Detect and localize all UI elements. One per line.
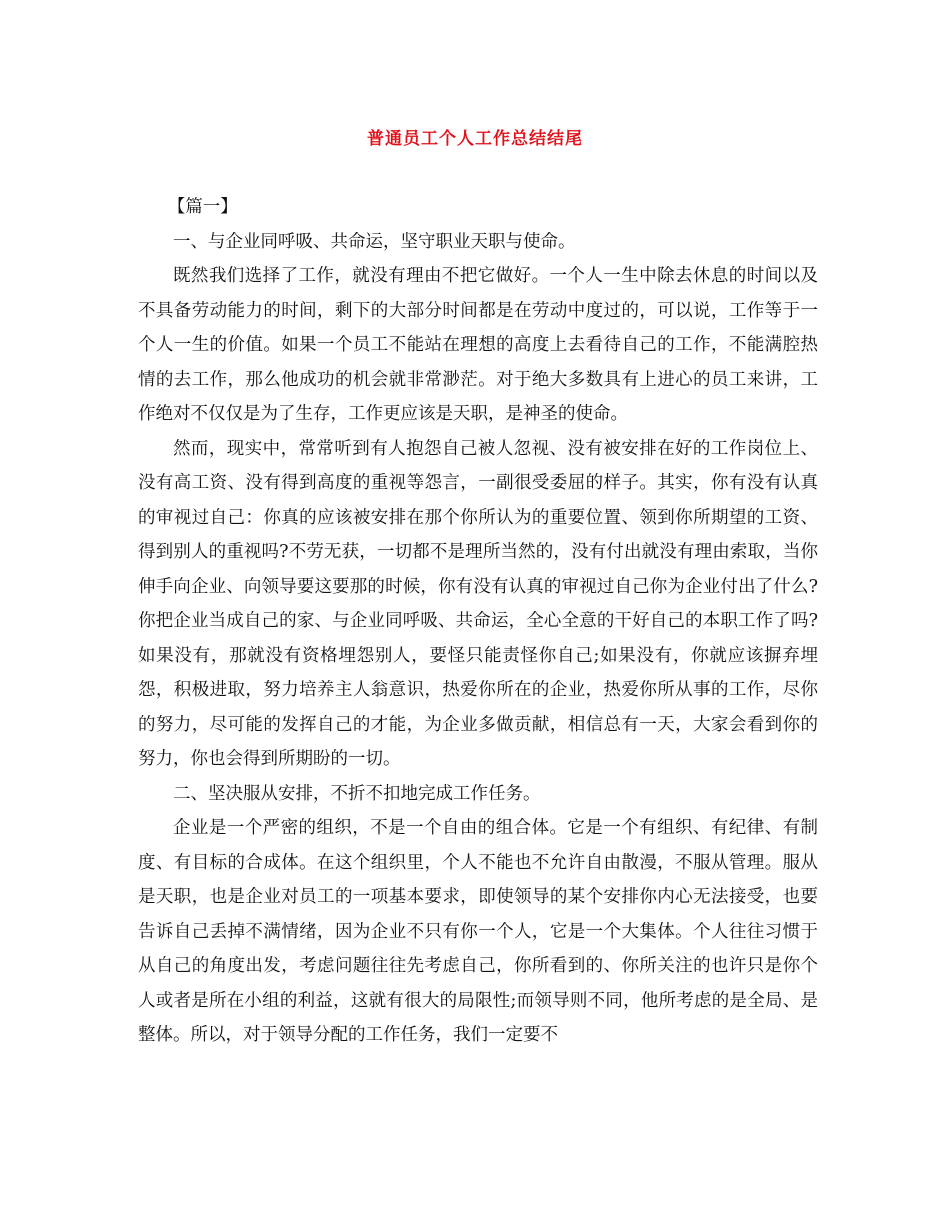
- section-heading-part-one: 【篇一】: [167, 197, 238, 217]
- body-paragraph-1: 既然我们选择了工作，就没有理由不把它做好。一个人一生中除去休息的时间以及不具备劳动能力的时间，剩下的大部分时间都是在劳动中度过的，可以说，工作等于一个人一生的价值。如果一个员工不能站在理想的高度上去看待自己的工作，不能满腔热情的去工作，那么他成功的机会就非常渺茫。对于绝大多数具有上进心的员工来讲，工作绝对不仅仅是为了生存，工作更应该是天职，是神圣的使命。: [138, 266, 818, 424]
- heading-two: 二、坚决服从安排，不折不扣地完成工作任务。: [173, 783, 541, 804]
- body-paragraph-3: 企业是一个严密的组织，不是一个自由的组合体。它是一个有组织、有纪律、有制度、有目标的合成体。在这个组织里，个人不能也不允许自由散漫，不服从管理。服从是天职，也是企业对员工的一项基本要求，即使领导的某个安排你内心无法接受，也要告诉自己丢掉不满情绪，因为企业不只有你一个人，它是一个大集体。个人往往习惯于从自己的角度出发，考虑问题往往先考虑自己，你所看到的、你所关注的也许只是你个人或者是所在小组的利益，这就有很大的局限性;而领导则不同，他所考虑的是全局、是整体。所以，对于领导分配的工作任务，我们一定要不: [138, 818, 818, 1045]
- heading-one: 一、与企业同呼吸、共命运，坚守职业天职与使命。: [173, 231, 576, 252]
- document-body: [138, 190, 818, 1053]
- document-title: 普通员工个人工作总结结尾: [367, 129, 583, 149]
- body-paragraph-2: 然而，现实中，常常听到有人抱怨自己被人忽视、没有被安排在好的工作岗位上、没有高工资、没有得到高度的重视等怨言，一副很受委屈的样子。其实，你有没有认真的审视过自己：你真的应该被安排在那个你所认为的重要位置、领到你所期望的工资、得到别人的重视吗?不劳无获，一切都不是理所当然的，没有付出就没有理由索取，当你伸手向企业、向领导要这要那的时候，你有没有认真的审视过自己你为企业付出了什么?你把企业当成自己的家、与企业同呼吸、共命运，全心全意的干好自己的本职工作了吗?如果没有，那就没有资格埋怨别人，要怪只能责怪你自己;如果没有，你就应该摒弃埋怨，积极进取，努力培养主人翁意识，热爱你所在的企业，热爱你所从事的工作，尽你的努力，尽可能的发挥自己的才能，为企业多做贡献，相信总有一天，大家会看到你的努力，你也会得到所期盼的一切。: [138, 438, 818, 769]
